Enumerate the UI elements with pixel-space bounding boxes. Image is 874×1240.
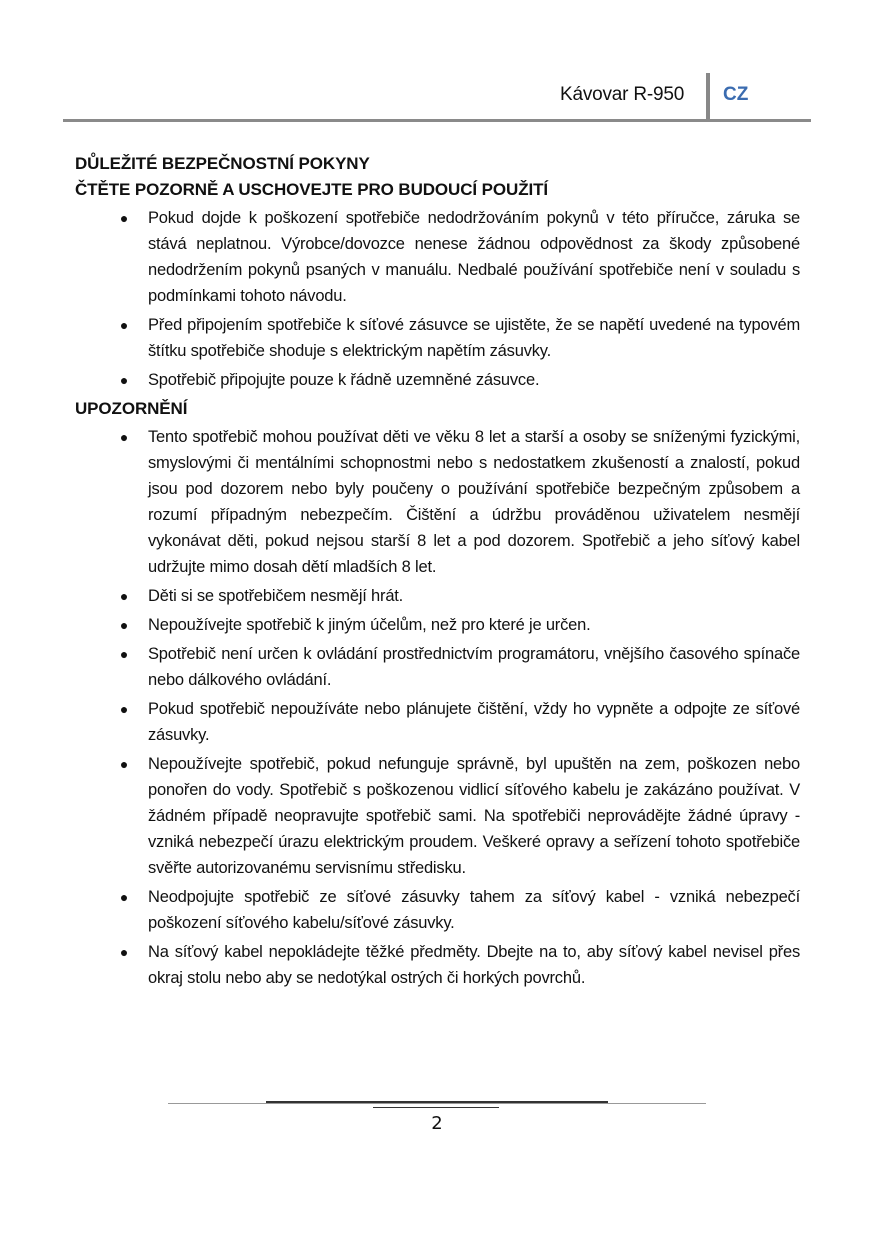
list-item-text: Pokud spotřebič nepoužíváte nebo plánujete čištění, vždy ho vypněte a odpojte ze síťové zásuvky.	[148, 700, 800, 744]
list-item	[75, 884, 800, 936]
list-item	[75, 424, 800, 580]
list-item	[75, 641, 800, 693]
list-item-text: Tento spotřebič mohou používat děti ve věku 8 let a starší a osoby se sníženými fyzickými, smyslovými či mentálními schopnostmi nebo s nedostatkem zkušeností a znalostí, pokud jsou pod dozorem nebo byly poučeny o používání spotřebiče bezpečným způsobem a rozumí případným nebezpečím. Čištění a údržbu prováděnou uživatelem nesmějí vykonávat děti, pokud nejsou starší 8 let a pod dozorem. Spotřebič a jeho síťový kabel udržujte mimo dosah dětí mladších 8 let.	[148, 428, 800, 576]
list-item	[75, 939, 800, 991]
header-separator	[706, 73, 710, 119]
list-item-text: Nepoužívejte spotřebič k jiným účelům, než pro které je určen.	[148, 616, 591, 634]
safety-instructions-list	[75, 205, 800, 393]
list-item	[75, 205, 800, 309]
list-item	[75, 612, 800, 638]
list-item-text: Nepoužívejte spotřebič, pokud nefunguje správně, byl upuštěn na zem, poškozen nebo ponořen do vody. Spotřebič s poškozenou vidlicí síťového kabelu je zakázáno používat. V žádném případě neopravujte spotřebič sami. Na spotřebiči neprovádějte žádné úpravy - vzniká nebezpečí úrazu elektrickým proudem. Veškeré opravy a seřízení tohoto spotřebiče svěřte autorizovanému servisnímu středisku.	[148, 755, 800, 877]
bullet-icon: ●	[119, 944, 129, 960]
page-number: 2	[431, 1113, 443, 1134]
list-item-text: Spotřebič připojujte pouze k řádně uzemněné zásuvce.	[148, 371, 540, 389]
bullet-icon: ●	[119, 889, 129, 905]
bullet-icon: ●	[119, 372, 129, 388]
list-item	[75, 696, 800, 748]
bullet-icon: ●	[119, 429, 129, 445]
warning-heading: UPOZORNĚNÍ	[75, 399, 188, 418]
bullet-icon: ●	[119, 646, 129, 662]
list-item	[75, 751, 800, 881]
bullet-icon: ●	[119, 317, 129, 333]
list-item-text: Před připojením spotřebiče k síťové zásuvce se ujistěte, že se napětí uvedené na typovém štítku spotřebiče shoduje s elektrickým napětím zásuvky.	[148, 316, 800, 360]
bullet-icon: ●	[119, 210, 129, 226]
list-item	[75, 367, 800, 393]
footer-rule	[168, 1103, 706, 1104]
language-code: CZ	[723, 84, 749, 105]
page-content	[75, 151, 800, 994]
bullet-icon: ●	[119, 617, 129, 633]
list-item-text: Spotřebič není určen k ovládání prostřednictvím programátoru, vnějšího časového spínače nebo dálkového ovládání.	[148, 645, 800, 689]
bullet-icon: ●	[119, 756, 129, 772]
header-rule	[63, 119, 811, 122]
footer-rule	[266, 1101, 608, 1103]
safety-heading: DŮLEŽITÉ BEZPEČNOSTNÍ POKYNY	[75, 154, 370, 173]
read-carefully-heading: ČTĚTE POZORNĚ A USCHOVEJTE PRO BUDOUCÍ POUŽITÍ	[75, 180, 549, 199]
warning-list	[75, 424, 800, 991]
bullet-icon: ●	[119, 588, 129, 604]
list-item	[75, 583, 800, 609]
page-header	[0, 0, 874, 125]
list-item-text: Neodpojujte spotřebič ze síťové zásuvky tahem za síťový kabel - vzniká nebezpečí poškození síťového kabelu/síťové zásuvky.	[148, 888, 800, 932]
document-title: Kávovar R-950	[560, 84, 685, 105]
bullet-icon: ●	[119, 701, 129, 717]
list-item-text: Na síťový kabel nepokládejte těžké předměty. Dbejte na to, aby síťový kabel nevisel přes okraj stolu nebo aby se nedotýkal ostrých či horkých povrchů.	[148, 943, 800, 987]
list-item	[75, 312, 800, 364]
list-item-text: Pokud dojde k poškození spotřebiče nedodržováním pokynů v této příručce, záruka se stává neplatnou. Výrobce/dovozce nenese žádnou odpovědnost za škody způsobené nedodržením pokynů psaných v manuálu. Nedbalé používání spotřebiče není v souladu s podmínkami tohoto návodu.	[148, 209, 800, 305]
footer-rule	[373, 1107, 499, 1108]
list-item-text: Děti si se spotřebičem nesmějí hrát.	[148, 587, 404, 605]
